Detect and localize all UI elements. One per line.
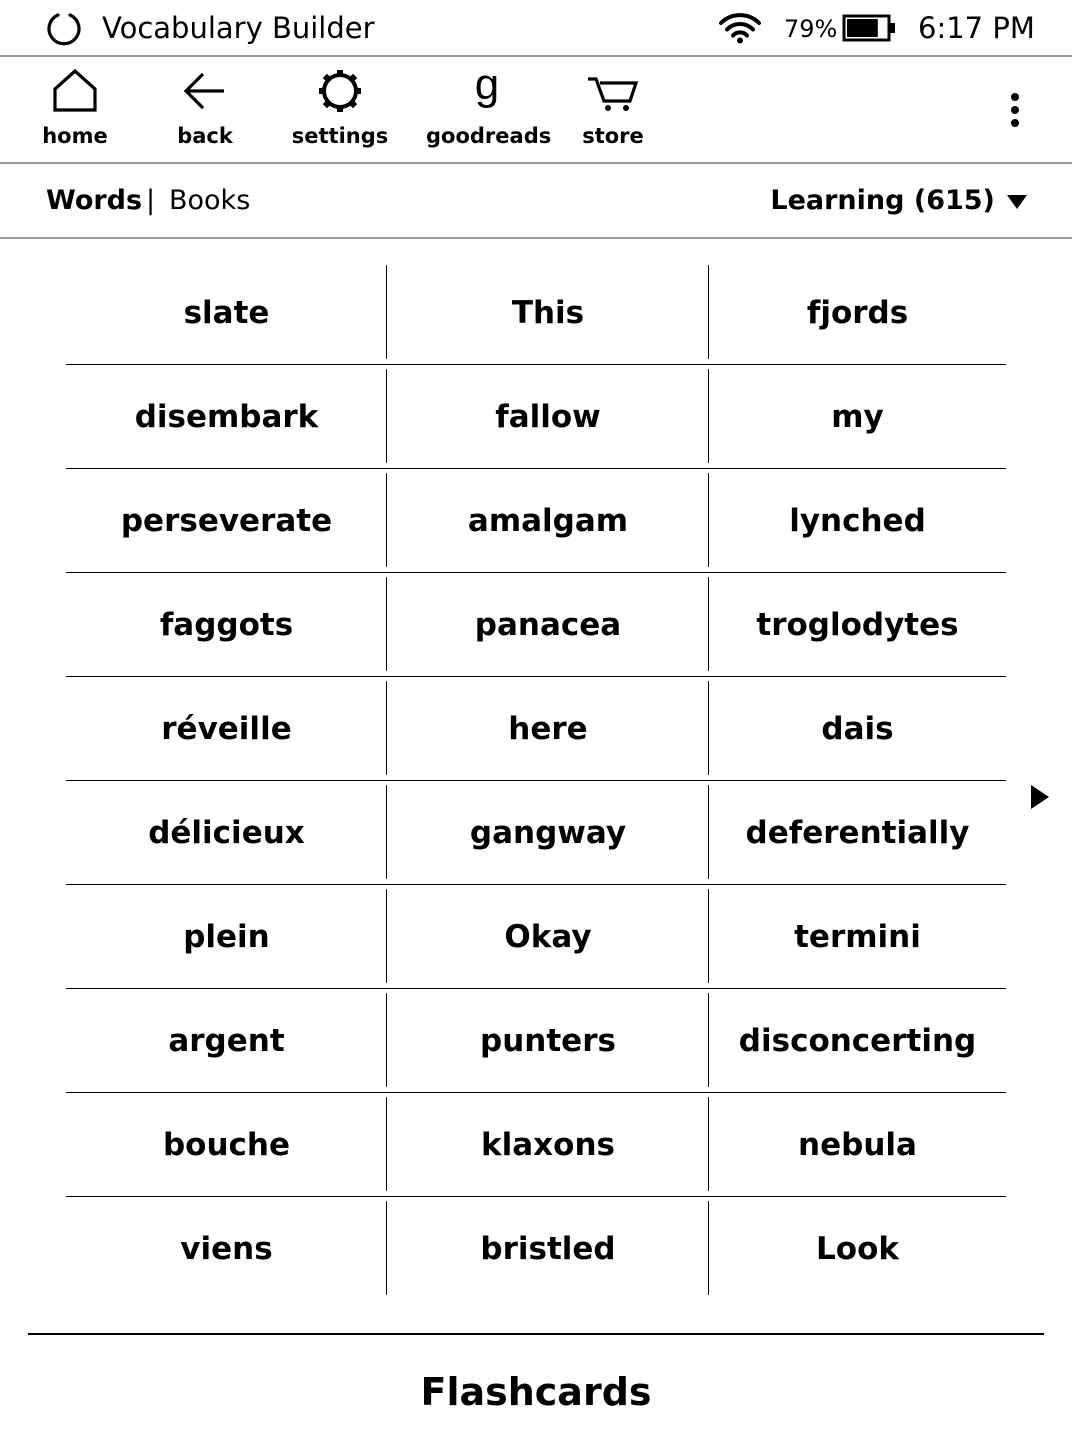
word-cell[interactable]: délicieux [66, 780, 387, 884]
flashcards-button[interactable]: Flashcards [420, 1370, 652, 1414]
word-row [66, 468, 1006, 572]
goodreads-label: goodreads [426, 124, 552, 148]
footer-divider [28, 1333, 1044, 1335]
battery-fill [847, 19, 878, 37]
word-cell[interactable]: disconcerting [738, 1023, 977, 1059]
word-cell[interactable]: plein [66, 884, 387, 988]
back-button[interactable] [160, 67, 250, 153]
learning-filter-label: Learning (615) [770, 185, 995, 216]
tab-separator: | [146, 185, 156, 216]
word-cell[interactable]: nebula [798, 1127, 917, 1163]
status-bar [0, 0, 1072, 57]
word-cell[interactable]: viens [66, 1196, 387, 1300]
toolbar [0, 57, 1072, 164]
word-row [66, 1092, 1006, 1196]
goodreads-icon [463, 67, 511, 113]
word-row [66, 1196, 1006, 1300]
clock: 6:17 PM [918, 11, 1035, 45]
dropdown-triangle-icon [1006, 192, 1028, 210]
word-cell[interactable]: perseverate [66, 468, 387, 572]
back-arrow-icon [181, 67, 229, 113]
more-vertical-icon [995, 67, 1035, 137]
tab-books[interactable]: Books [169, 185, 251, 216]
word-cell[interactable]: lynched [789, 503, 926, 539]
word-cell[interactable]: klaxons [387, 1092, 709, 1196]
word-cell[interactable]: bouche [66, 1092, 387, 1196]
wifi-icon [718, 12, 762, 44]
settings-label: settings [291, 124, 389, 148]
cart-icon [586, 67, 640, 113]
battery-icon [842, 14, 896, 42]
word-row [66, 676, 1006, 780]
word-row [66, 884, 1006, 988]
word-cell[interactable]: punters [387, 988, 709, 1092]
word-cell[interactable]: faggots [66, 572, 387, 676]
home-button[interactable] [30, 67, 120, 153]
word-cell[interactable]: bristled [387, 1196, 709, 1300]
filter-bar [0, 164, 1072, 239]
settings-button[interactable] [290, 67, 390, 153]
goodreads-button[interactable] [426, 67, 552, 153]
store-label: store [582, 124, 644, 148]
word-cell[interactable]: panacea [387, 572, 709, 676]
word-cell[interactable]: disembark [66, 364, 387, 468]
word-cell[interactable]: Okay [387, 884, 709, 988]
next-page-arrow-icon[interactable] [1028, 782, 1052, 812]
word-cell[interactable]: dais [821, 711, 894, 747]
word-cell[interactable]: fjords [806, 295, 909, 331]
app-title: Vocabulary Builder [102, 11, 375, 45]
word-row [66, 364, 1006, 468]
word-grid [66, 260, 1006, 1300]
word-cell[interactable]: slate [66, 260, 387, 364]
home-label: home [42, 124, 108, 148]
word-cell[interactable]: réveille [66, 676, 387, 780]
word-cell[interactable]: my [831, 399, 884, 435]
word-row [66, 260, 1006, 364]
word-cell[interactable]: gangway [387, 780, 709, 884]
word-cell[interactable]: fallow [387, 364, 709, 468]
goodreads-glyph: g [474, 67, 500, 109]
learning-filter-dropdown[interactable] [770, 184, 1028, 218]
word-cell[interactable]: Look [816, 1231, 899, 1267]
word-cell[interactable]: troglodytes [756, 607, 959, 643]
back-label: back [177, 124, 233, 148]
word-cell[interactable]: termini [794, 919, 921, 955]
battery-percentage: 79% [784, 15, 838, 43]
word-cell[interactable]: argent [66, 988, 387, 1092]
tab-words[interactable]: Words [46, 185, 143, 216]
word-row [66, 572, 1006, 676]
word-cell[interactable]: deferentially [745, 815, 970, 851]
word-row [66, 988, 1006, 1092]
home-icon [51, 67, 99, 113]
word-row [66, 780, 1006, 884]
word-cell[interactable]: here [387, 676, 709, 780]
loading-spinner-icon [46, 10, 82, 46]
word-cell[interactable]: This [387, 260, 709, 364]
store-button[interactable] [570, 67, 656, 153]
word-cell[interactable]: amalgam [387, 468, 709, 572]
more-options-button[interactable] [995, 67, 1035, 153]
settings-gear-icon [316, 67, 364, 113]
